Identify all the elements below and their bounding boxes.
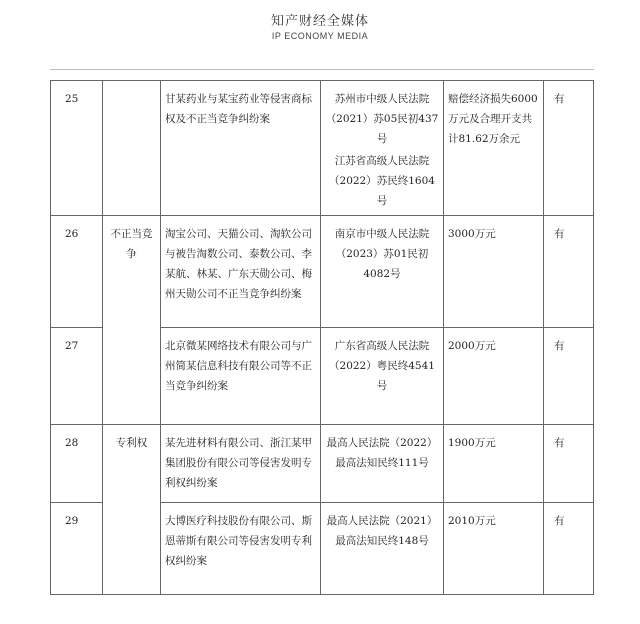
case-title: 北京微某网络技术有限公司与广州简某信息科技有限公司等不正当竞争纠纷案 bbox=[161, 328, 321, 425]
case-category bbox=[103, 81, 161, 216]
header-divider bbox=[50, 69, 594, 70]
row-number: 28 bbox=[51, 425, 103, 503]
court-info bbox=[321, 81, 444, 216]
row-number: 26 bbox=[51, 216, 103, 328]
court-ref: 南京市中级人民法院（2023）苏01民初4082号 bbox=[321, 216, 444, 328]
row-mark: 有 bbox=[544, 328, 594, 425]
row-mark: 有 bbox=[544, 503, 594, 595]
damage-amount: 2010万元 bbox=[444, 503, 544, 595]
case-title: 某先进材料有限公司、浙江某甲集团股份有限公司等侵害发明专利权纠纷案 bbox=[161, 425, 321, 503]
case-table bbox=[50, 80, 594, 595]
case-title: 淘宝公司、天猫公司、淘软公司与被告淘数公司、泰数公司、李某航、林某、广东天勋公司、梅州天勋公司不正当竞争纠纷案 bbox=[161, 216, 321, 328]
row-mark: 有 bbox=[544, 425, 594, 503]
row-number: 27 bbox=[51, 328, 103, 425]
damage-amount: 1900万元 bbox=[444, 425, 544, 503]
row-mark: 有 bbox=[544, 81, 594, 216]
case-title: 大博医疗科技股份有限公司、斯恩蒂斯有限公司等侵害发明专利权纠纷案 bbox=[161, 503, 321, 595]
court-ref: 最高人民法院（2021）最高法知民终148号 bbox=[321, 503, 444, 595]
damage-amount: 3000万元 bbox=[444, 216, 544, 328]
damage-amount: 赔偿经济损失6000万元及合理开支共计81.62万余元 bbox=[444, 81, 544, 216]
table-row bbox=[51, 425, 594, 503]
case-title: 甘某药业与某宝药业等侵害商标权及不正当竞争纠纷案 bbox=[161, 81, 321, 216]
row-number: 29 bbox=[51, 503, 103, 595]
court-ref: 最高人民法院（2022）最高法知民终111号 bbox=[321, 425, 444, 503]
court-ref: 广东省高级人民法院（2022）粤民终4541号 bbox=[321, 328, 444, 425]
header-title-en: IP ECONOMY MEDIA bbox=[271, 31, 369, 41]
case-category: 专利权 bbox=[103, 425, 161, 595]
row-number: 25 bbox=[51, 81, 103, 216]
table-row bbox=[51, 81, 594, 216]
page-header bbox=[0, 14, 640, 42]
court-ref: 苏州市中级人民法院（2021）苏05民初437号 bbox=[325, 93, 439, 145]
case-category: 不正当竞争 bbox=[103, 216, 161, 425]
table-row bbox=[51, 216, 594, 328]
court-ref: 江苏省高级人民法院（2022）苏民终1604号 bbox=[329, 155, 435, 207]
damage-amount: 2000万元 bbox=[444, 328, 544, 425]
row-mark: 有 bbox=[544, 216, 594, 328]
header-title-cn: 知产财经全媒体 bbox=[270, 14, 369, 29]
